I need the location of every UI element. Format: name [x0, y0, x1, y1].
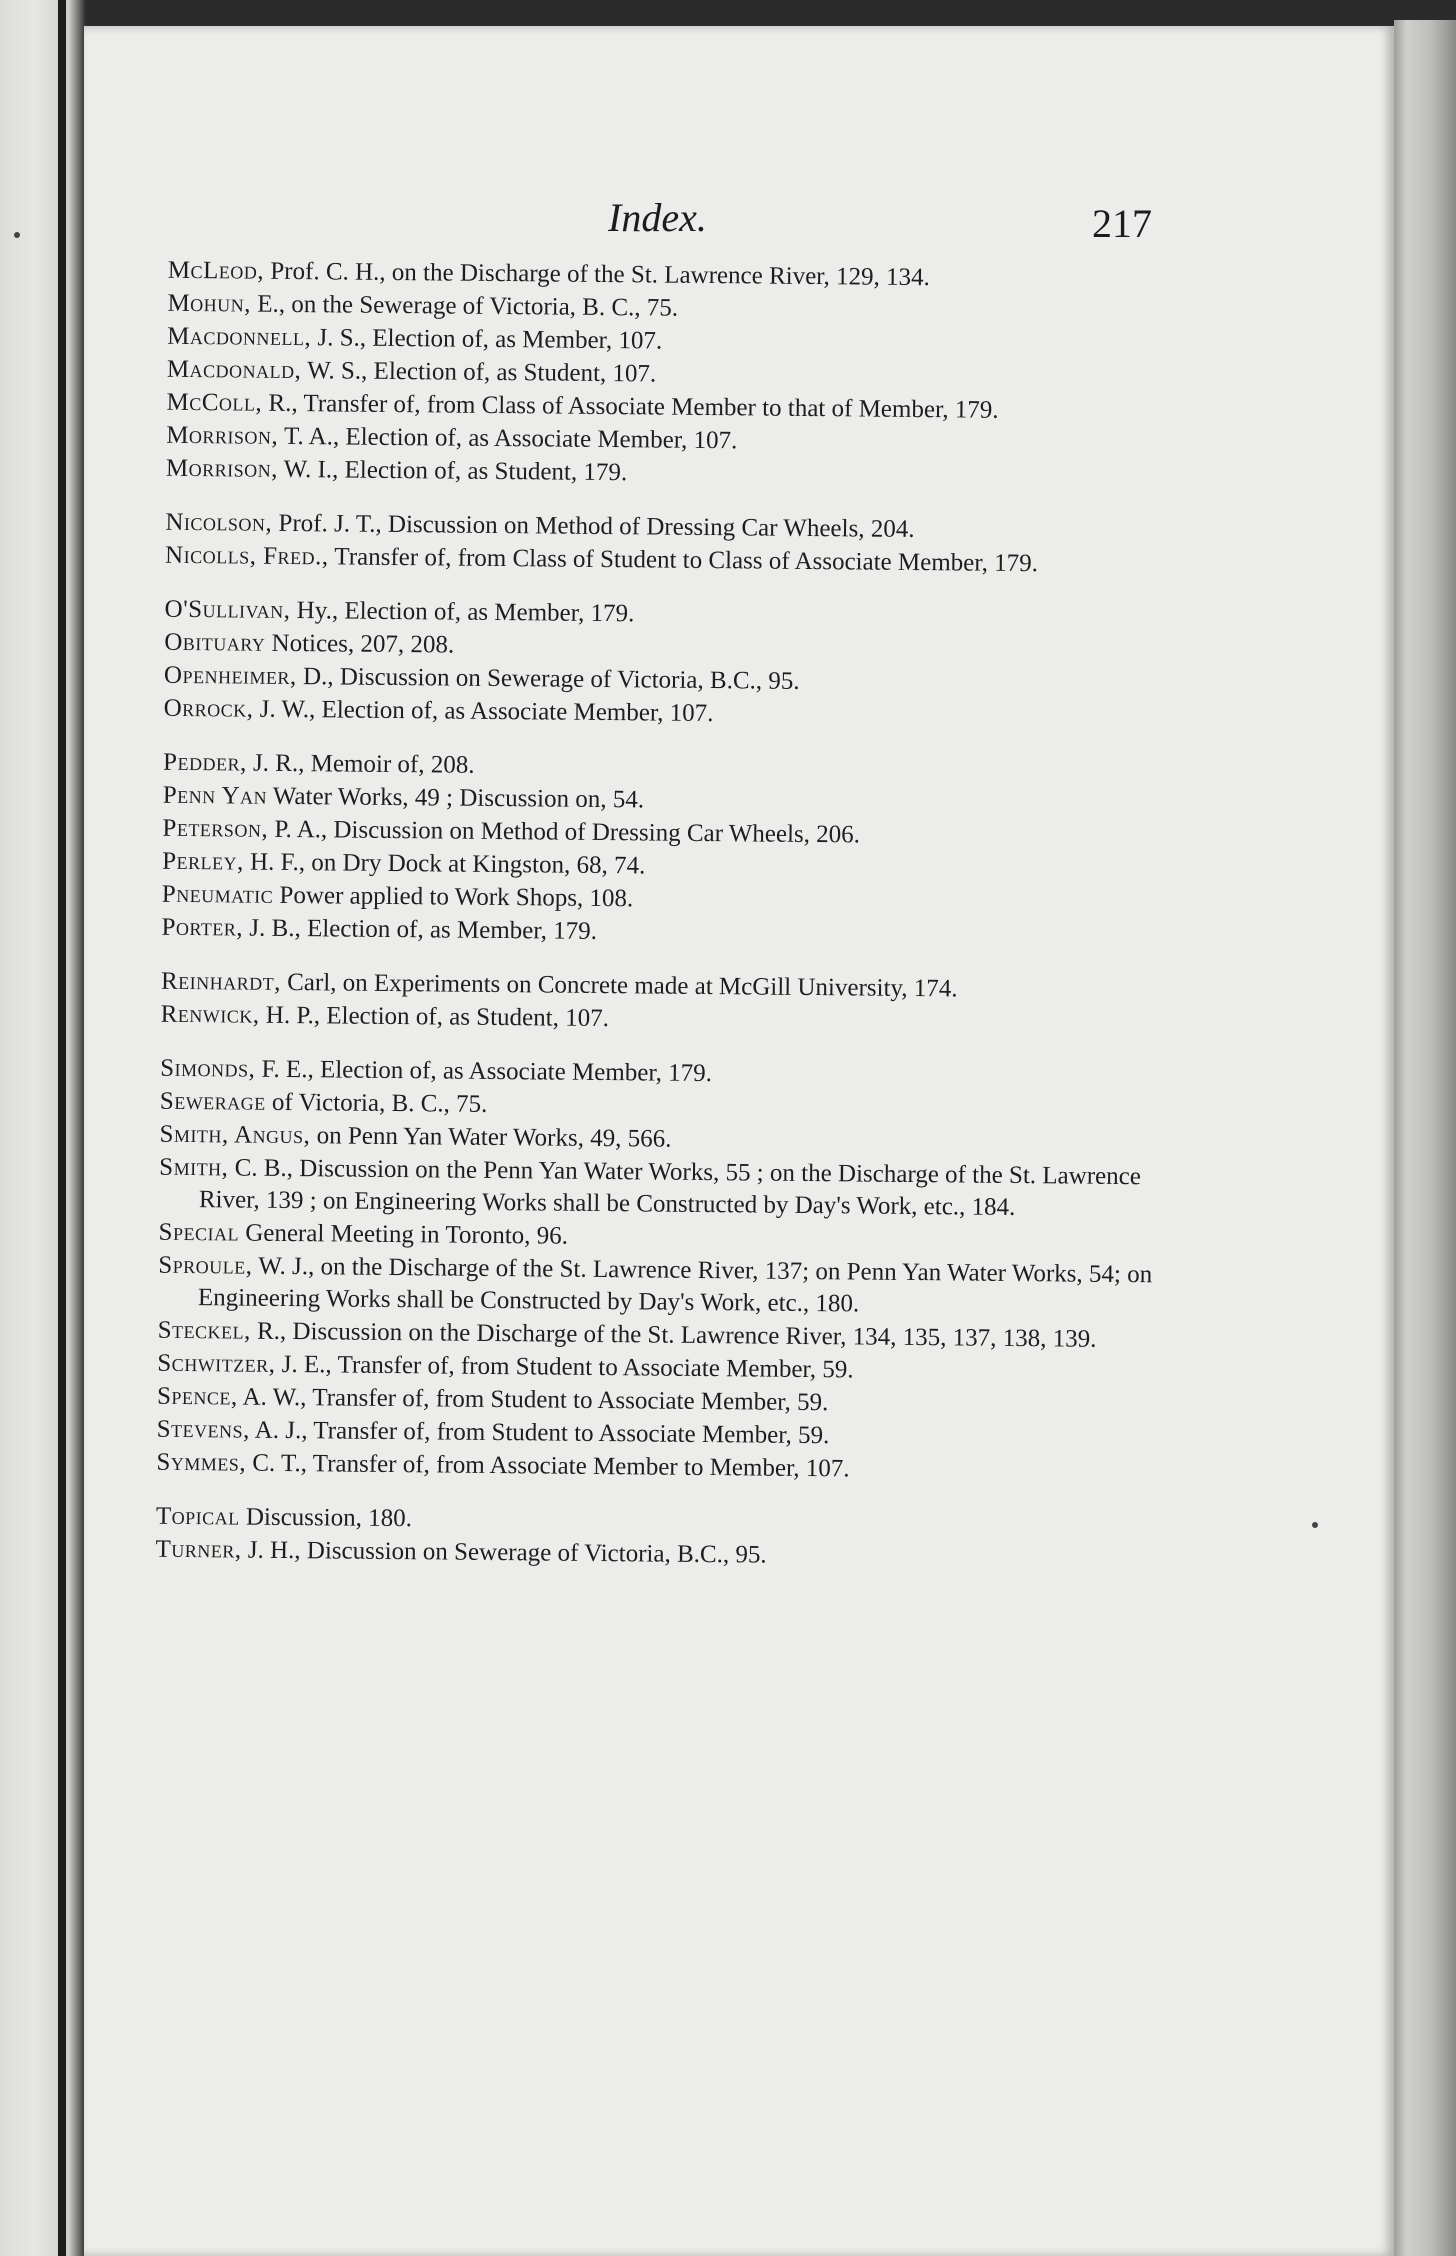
- index-entry-text: R., Discussion on the Discharge of the St. Lawrence River, 134, 135, 137, 138, 139.: [250, 1317, 1097, 1353]
- index-entry-text: H. P., Election of, as Student, 107.: [259, 1001, 610, 1033]
- index-entry-text: General Meeting in Toronto, 96.: [238, 1219, 569, 1250]
- index-entry-text: Water Works, 49 ; Discussion on, 54.: [266, 782, 645, 814]
- index-entry-heading: Spence,: [156, 1382, 238, 1411]
- index-entry-text: W. I., Election of, as Student, 179.: [277, 455, 628, 487]
- index-entry-text: J. S., Election of, as Member, 107.: [311, 324, 663, 355]
- index-entry-text: R., Transfer of, from Class of Associate Member to that of Member, 179.: [262, 389, 999, 424]
- index-entry-heading: Macdonnell,: [167, 322, 312, 352]
- index-entry-heading: Reinhardt,: [160, 967, 282, 996]
- index-entry-text: Carl, on Experiments on Concrete made at McGill University, 174.: [280, 968, 958, 1003]
- index-entry-text: D., Discussion on Sewerage of Victoria, B.C., 95.: [296, 663, 800, 695]
- index-entry-text: Power applied to Work Shops, 108.: [273, 881, 634, 913]
- index-entry-heading: Renwick,: [160, 1000, 260, 1029]
- index-entry-text: Discussion, 180.: [239, 1503, 413, 1533]
- index-entry-text: C. B., Discussion on the Penn Yan Water Works, 55 ; on the Discharge of the St. Lawrence River, 139 ; on Engineering Works shall be Constructed by Day's Work, etc., 184.: [198, 1154, 1142, 1221]
- index-entry-heading: Sproule,: [158, 1251, 253, 1280]
- index-entry-text: W. J., on the Discharge of the St. Lawrence River, 137; on Penn Yan Water Works, 54; on Engineering Works shall be Constructed by Day's Work, etc., 180.: [197, 1252, 1153, 1318]
- index-entry-text: J. B., Election of, as Member, 179.: [242, 914, 598, 945]
- index-letter-group: [79, 593, 1390, 737]
- index-entry-text: A. J., Transfer of, from Student to Associate Member, 59.: [249, 1416, 830, 1450]
- index-entry-heading: Symmes,: [156, 1448, 247, 1477]
- index-entry-text: P. A., Discussion on Method of Dressing Car Wheels, 206.: [268, 815, 861, 849]
- index-entry-heading: Special: [158, 1218, 240, 1247]
- index-entry-heading: Sewerage: [159, 1087, 266, 1116]
- index-entry-heading: Simonds,: [160, 1054, 256, 1083]
- index-entry-heading: Morrison,: [165, 454, 279, 483]
- index-letter-group: [71, 1500, 1382, 1578]
- index-entry-heading: Macdonald,: [166, 355, 302, 385]
- index-entry-heading: Penn Yan: [162, 781, 268, 810]
- book-spine-shadow: [58, 0, 66, 2256]
- index-entry-heading: Orrock,: [163, 694, 254, 723]
- scan-speck: [14, 232, 20, 238]
- index-entry-heading: Smith, Angus,: [159, 1120, 311, 1150]
- index-entry-heading: Peterson,: [162, 814, 269, 843]
- index-entry-heading: Obituary: [164, 628, 266, 657]
- page-stack-edge: [1394, 20, 1456, 2256]
- index-entry-heading: Turner,: [155, 1535, 242, 1564]
- index-letter-group: [72, 1052, 1386, 1491]
- index-list: [71, 254, 1394, 1600]
- index-entry-text: H. F., on Dry Dock at Kingston, 68, 74.: [243, 848, 646, 880]
- index-entry-heading: Porter,: [161, 913, 244, 942]
- index-entry: [158, 1250, 1199, 1324]
- index-entry-text: of Victoria, B. C., 75.: [265, 1088, 488, 1118]
- index-entry-heading: Mohun,: [167, 289, 252, 318]
- page-number: 217: [1092, 201, 1152, 246]
- index-entry-heading: Steckel,: [157, 1316, 251, 1345]
- index-entry-heading: Nicolson,: [165, 508, 273, 537]
- index-entry-text: Prof. C. H., on the Discharge of the St. Lawrence River, 129, 134.: [263, 257, 930, 292]
- index-entry-text: F. E., Election of, as Associate Member, 179.: [255, 1055, 713, 1088]
- index-entry-heading: Nicolls, Fred.,: [164, 541, 329, 571]
- index-entry: [159, 1152, 1200, 1226]
- running-head: Index.: [608, 195, 707, 240]
- index-entry-text: J. R., Memoir of, 208.: [246, 749, 475, 779]
- index-entry-heading: Topical: [155, 1502, 240, 1531]
- index-entry-heading: Pedder,: [162, 748, 247, 777]
- index-letter-group: [82, 254, 1394, 497]
- index-entry-heading: Openheimer,: [163, 661, 297, 691]
- index-entry-text: E., on the Sewerage of Victoria, B. C., 75.: [250, 290, 679, 322]
- facing-page-edge: [0, 0, 86, 2256]
- index-entry-heading: McLeod,: [167, 256, 265, 285]
- index-entry-heading: Pneumatic: [161, 880, 274, 909]
- index-entry-text: J. W., Election of, as Associate Member, 107.: [253, 695, 714, 728]
- index-entry-heading: Morrison,: [166, 421, 279, 450]
- index-entry-text: J. H., Discussion on Sewerage of Victoria, B.C., 95.: [241, 1536, 767, 1569]
- index-entry-text: Hy., Election of, as Member, 179.: [290, 596, 635, 628]
- index-entry-text: on Penn Yan Water Works, 49, 566.: [310, 1122, 672, 1153]
- index-letter-group: [81, 506, 1392, 584]
- index-entry-heading: Smith,: [159, 1153, 229, 1182]
- page-header: [84, 194, 1394, 254]
- index-entry-heading: Stevens,: [156, 1415, 251, 1444]
- index-letter-group: [77, 965, 1388, 1043]
- index-entry-heading: O'Sullivan,: [164, 595, 291, 624]
- index-entry-text: A. W., Transfer of, from Student to Associate Member, 59.: [237, 1383, 829, 1417]
- index-entry-text: Prof. J. T., Discussion on Method of Dressing Car Wheels, 204.: [272, 509, 915, 543]
- index-entry-text: C. T., Transfer of, from Associate Member to Member, 107.: [245, 1449, 850, 1483]
- index-entry-heading: McColl,: [166, 388, 263, 417]
- index-entry-text: J. E., Transfer of, from Student to Associate Member, 59.: [275, 1350, 854, 1384]
- index-entry-text: W. S., Election of, as Student, 107.: [301, 357, 657, 388]
- index-entry-text: T. A., Election of, as Associate Member, 107.: [278, 422, 738, 455]
- index-entry-text: Notices, 207, 208.: [265, 629, 455, 659]
- index-entry-text: Transfer of, from Class of Student to Class of Associate Member, 179.: [328, 543, 1039, 578]
- index-entry-heading: Schwitzer,: [157, 1349, 276, 1378]
- index-entry-heading: Perley,: [162, 847, 244, 876]
- index-letter-group: [77, 746, 1389, 956]
